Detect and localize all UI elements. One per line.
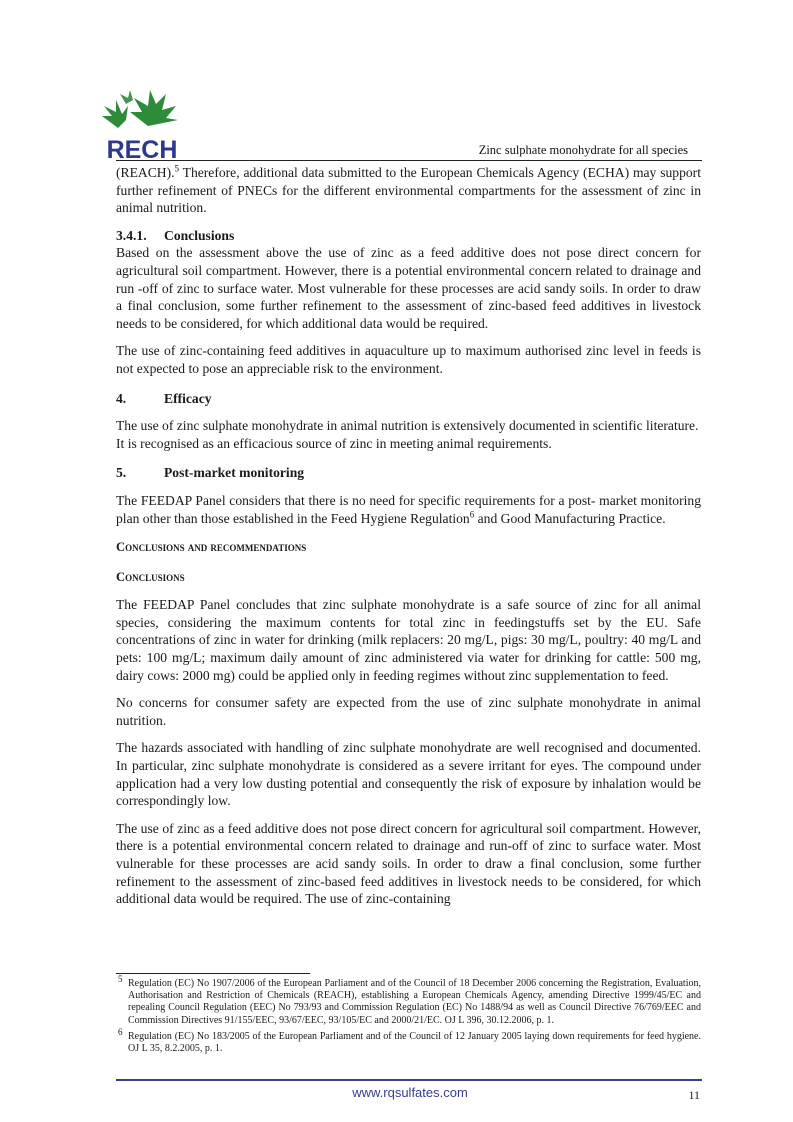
conclusions-heading: Conclusions [116, 569, 185, 584]
footnote-ref-6[interactable]: 6 [469, 508, 475, 519]
footer-url-link[interactable]: www.rqsulfates.com [352, 1085, 468, 1100]
header-rule [116, 160, 702, 161]
conclusions-recommendations-heading: Conclusions and recommendations [116, 540, 307, 555]
footnote-rule [116, 973, 310, 974]
paragraph-efficacy: The use of zinc sulphate monohydrate in animal nutrition is extensively documented in scientific literature. It is recognised as an efficacious source of zinc in meeting animal requirements. [116, 418, 699, 451]
running-title: Zinc sulphate monohydrate for all species [478, 143, 688, 157]
logo-text: RECH [106, 136, 178, 162]
footer-rule [116, 1079, 702, 1081]
page-number: 11 [688, 1088, 700, 1102]
rech-logo [96, 86, 188, 162]
paragraph-c1: The FEEDAP Panel concludes that zinc sulphate monohydrate is a safe source of zinc for all animal species, considering the maximum contents for total zinc in feedingstuffs set by the EU. Safe concentrations of zinc in water for drinking (milk replacers: 20 mg/L, pigs: 30 mg/L, poultry: 40 mg/L and pets: 100 mg/L; maximum daily amount of zinc administered via water for drinking for cattle: 500 mg, dairy cows: 2000 mg) could be applied only in feeding regimes without zinc supplementation to feed. [116, 597, 701, 683]
paragraph-reach: (REACH).$^5$ Therefore, additional data submitted to the European Chemicals Agency (ECHA) may support further refinement of PNECs for the different environmental compartments for the assessment of zinc in animal nutrition. [116, 163, 701, 216]
footnotes [116, 974, 701, 1055]
paragraph-conclusions-2: The use of zinc-containing feed additives in aquaculture up to maximum authorised zinc level in feeds is not expected to pose an appreciable risk to the environment. [116, 343, 701, 376]
footnote-6: 6 Regulation (EC) No 183/2005 of the European Parliament and of the Council of 12 January 2005 laying down requirements for feed hygiene. OJ L 35, 8.2.2005, p. 1. [118, 1026, 701, 1055]
paragraph-c4: The use of zinc as a feed additive does not pose direct concern for agricultural soil compartment. However, there is a potential environmental concern related to drainage and run-off of zinc to surface water. Most vulnerable for these processes are acid sandy soils. In order to draw a final conclusion, some further refinement to the assessment of zinc-based feed additives in livestock needs to be considered, for which additional data would be required. The use of zinc-containing [116, 820, 701, 907]
footnote-ref-5[interactable]: 5 [174, 163, 180, 174]
section-3-4-1-heading: 3.4.1. Conclusions [116, 227, 235, 243]
footnote-5: 5 Regulation (EC) No 1907/2006 of the European Parliament and of the Council of 18 December 2006 concerning the Registration, Evaluation, Authorisation and Restriction of Chemicals (REACH), establishing a European Chemicals Agency, amending Directive 1999/45/EC and repealing Council Regulation (EEC) No 793/93 and Commission Regulation (EC) No 1488/94 as well as Council Directive 76/769/EEC and Commission Directives 91/155/EEC, 93/67/EEC, 93/105/EC and 2000/21/EC. OJ L 396, 30.12.2006, p. 1. [118, 974, 701, 1026]
paragraph-c2: No concerns for consumer safety are expected from the use of zinc sulphate monohydrate in animal nutrition. [116, 695, 701, 728]
paragraph-post-market: The FEEDAP Panel considers that there is no need for specific requirements for a post- market monitoring plan other than those established in the Feed Hygiene Regulation$^6$ and Good Manufacturing Practice. [116, 492, 701, 526]
section-4-heading: 4. Efficacy [116, 390, 212, 406]
page-body [116, 164, 701, 908]
paragraph-conclusions-1: Based on the assessment above the use of zinc as a feed additive does not pose direct concern for agricultural soil compartment. However, there is a potential environmental concern related to drainage and run -off of zinc to surface water. Most vulnerable for these processes are acid sandy soils. In order to draw a final conclusion, some further refinement to the assessment of zinc-based feed additives in livestock needs to be considered, for which additional data would be required. [116, 245, 701, 331]
section-5-heading: 5. Post-market monitoring [116, 465, 305, 481]
paragraph-c3: The hazards associated with handling of zinc sulphate monohydrate are well recognised and documented. In particular, zinc sulphate monohydrate is considered as a severe irritant for eyes. The compound under application had a very low dusting potential and consequently the risk of exposure by inhalation would be correspondingly low. [116, 740, 701, 809]
